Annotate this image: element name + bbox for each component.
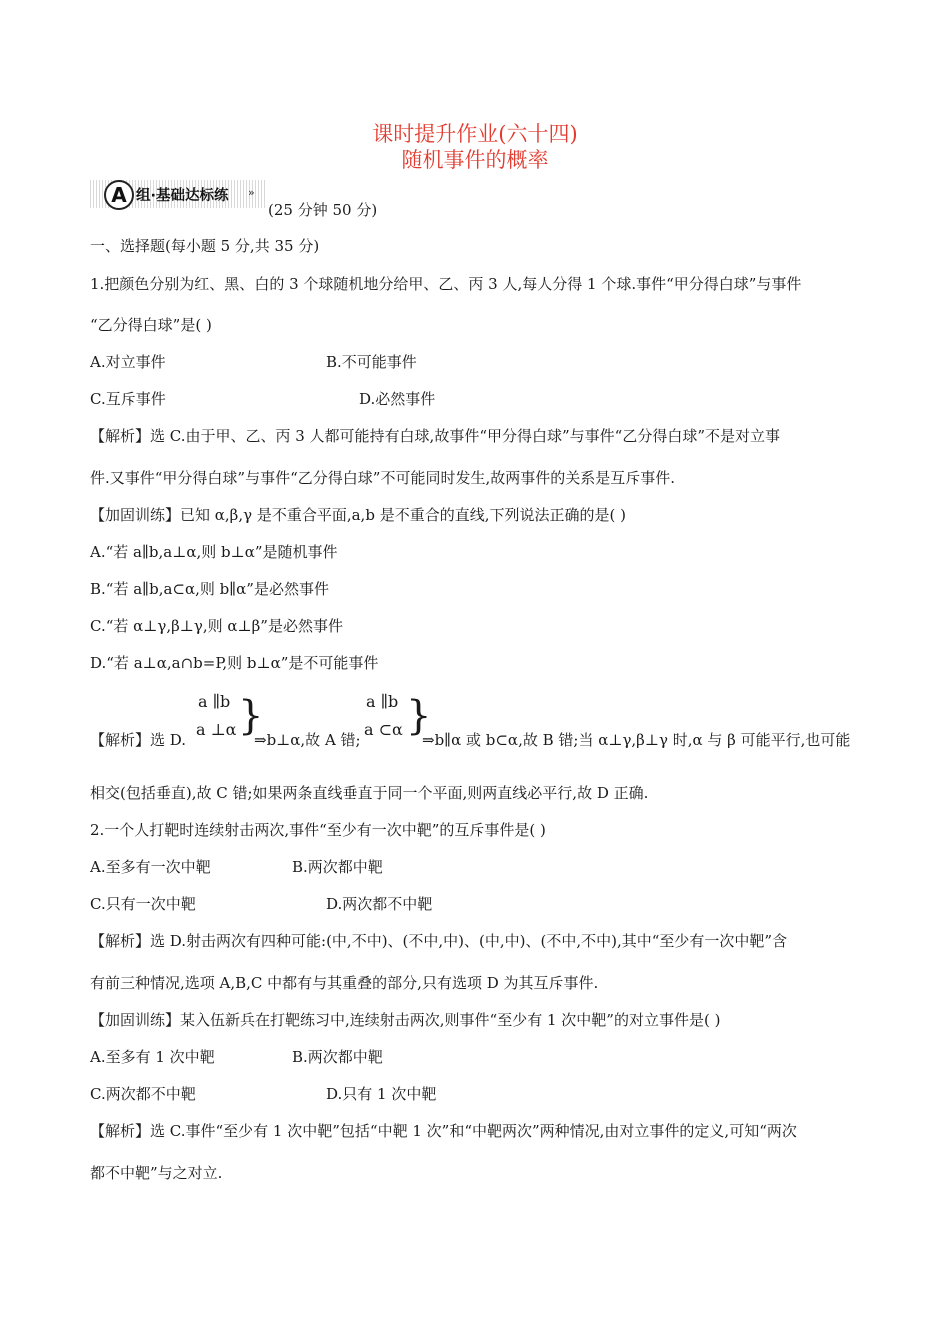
q1-extra-analysis-prefix: 【解析】选 D. xyxy=(90,731,187,749)
q1-extra-analysis-line2: 相交(包括垂直),故 C 错;如果两条直线垂直于同一个平面,则两直线必平行,故 D 正确. xyxy=(90,784,649,802)
q2-option-b: B.两次都中靶 xyxy=(292,858,383,876)
q2-stem: 2.一个人打靶时连续射击两次,事件“至少有一次中靶”的互斥事件是( ) xyxy=(90,821,546,839)
q1-extra-option-a: A.“若 a∥b,a⊥α,则 b⊥α”是随机事件 xyxy=(90,543,338,561)
page-title-line1: 课时提升作业(六十四) xyxy=(372,122,578,146)
q2-extra-analysis-line2: 都不中靶”与之对立. xyxy=(90,1164,223,1182)
q2-option-a: A.至多有一次中靶 xyxy=(90,858,211,876)
section-timing: (25 分钟 50 分) xyxy=(268,201,378,219)
page-title-line2: 随机事件的概率 xyxy=(401,148,549,172)
system1-top: a ∥b xyxy=(198,692,231,711)
q2-option-d: D.两次都不中靶 xyxy=(326,895,433,913)
q1-stem-line2: “乙分得白球”是( ) xyxy=(90,316,212,334)
q2-extra-analysis-line1: 【解析】选 C.事件“至少有 1 次中靶”包括“中靶 1 次”和“中靶两次”两种情况,由对立事件的定义,可知“两次 xyxy=(90,1122,797,1140)
section-letter-icon: A xyxy=(104,180,134,210)
system2-top: a ∥b xyxy=(366,692,399,711)
q1-option-d: D.必然事件 xyxy=(359,390,436,408)
part-heading: 一、选择题(每小题 5 分,共 35 分) xyxy=(90,237,320,255)
section-label: 组·基础达标练 xyxy=(136,188,229,204)
right-brace-icon: } xyxy=(238,693,264,739)
q1-extra-analysis-tail: ⇒b∥α 或 b⊂α,故 B 错;当 α⊥γ,β⊥γ 时,α 与 β 可能平行,也可能 xyxy=(422,731,851,749)
q1-option-b: B.不可能事件 xyxy=(326,353,417,371)
q2-analysis-line1: 【解析】选 D.射击两次有四种可能:(中,不中)、(不中,中)、(中,中)、(不中,不中),其中“至少有一次中靶”含 xyxy=(90,932,788,950)
q1-option-a: A.对立事件 xyxy=(90,353,166,371)
q2-extra-option-a: A.至多有 1 次中靶 xyxy=(90,1048,215,1066)
system1-bottom: a ⊥α xyxy=(196,720,237,739)
q2-extra-option-b: B.两次都中靶 xyxy=(292,1048,383,1066)
implication-system-2 xyxy=(362,690,432,750)
q1-option-c: C.互斥事件 xyxy=(90,390,166,408)
q2-extra-option-c: C.两次都不中靶 xyxy=(90,1085,196,1103)
q2-option-c: C.只有一次中靶 xyxy=(90,895,196,913)
chevron-right-icon: » xyxy=(248,186,255,199)
section-badge xyxy=(90,180,266,208)
q1-extra-option-c: C.“若 α⊥γ,β⊥γ,则 α⊥β”是必然事件 xyxy=(90,617,343,635)
q1-extra-stem: 【加固训练】已知 α,β,γ 是不重合平面,a,b 是不重合的直线,下列说法正确的是( ) xyxy=(90,506,626,524)
q1-analysis-line1: 【解析】选 C.由于甲、乙、丙 3 人都可能持有白球,故事件“甲分得白球”与事件“乙分得白球”不是对立事 xyxy=(90,427,781,445)
q1-analysis-line2: 件.又事件“甲分得白球”与事件“乙分得白球”不可能同时发生,故两事件的关系是互斥事件. xyxy=(90,469,675,487)
q1-stem-line1: 1.把颜色分别为红、黑、白的 3 个球随机地分给甲、乙、丙 3 人,每人分得 1 个球.事件“甲分得白球”与事件 xyxy=(90,275,802,293)
system2-bottom: a ⊂α xyxy=(364,720,403,739)
q1-extra-analysis-mid: ⇒b⊥α,故 A 错; xyxy=(254,731,361,749)
q1-extra-option-b: B.“若 a∥b,a⊂α,则 b∥α”是必然事件 xyxy=(90,580,329,598)
q2-extra-option-d: D.只有 1 次中靶 xyxy=(326,1085,437,1103)
q2-analysis-line2: 有前三种情况,选项 A,B,C 中都有与其重叠的部分,只有选项 D 为其互斥事件. xyxy=(90,974,599,992)
q1-extra-option-d: D.“若 a⊥α,a∩b=P,则 b⊥α”是不可能事件 xyxy=(90,654,379,672)
q2-extra-stem: 【加固训练】某入伍新兵在打靶练习中,连续射击两次,则事件“至少有 1 次中靶”的对立事件是( ) xyxy=(90,1011,721,1029)
implication-system-1 xyxy=(194,690,264,750)
right-brace-icon: } xyxy=(406,693,432,739)
